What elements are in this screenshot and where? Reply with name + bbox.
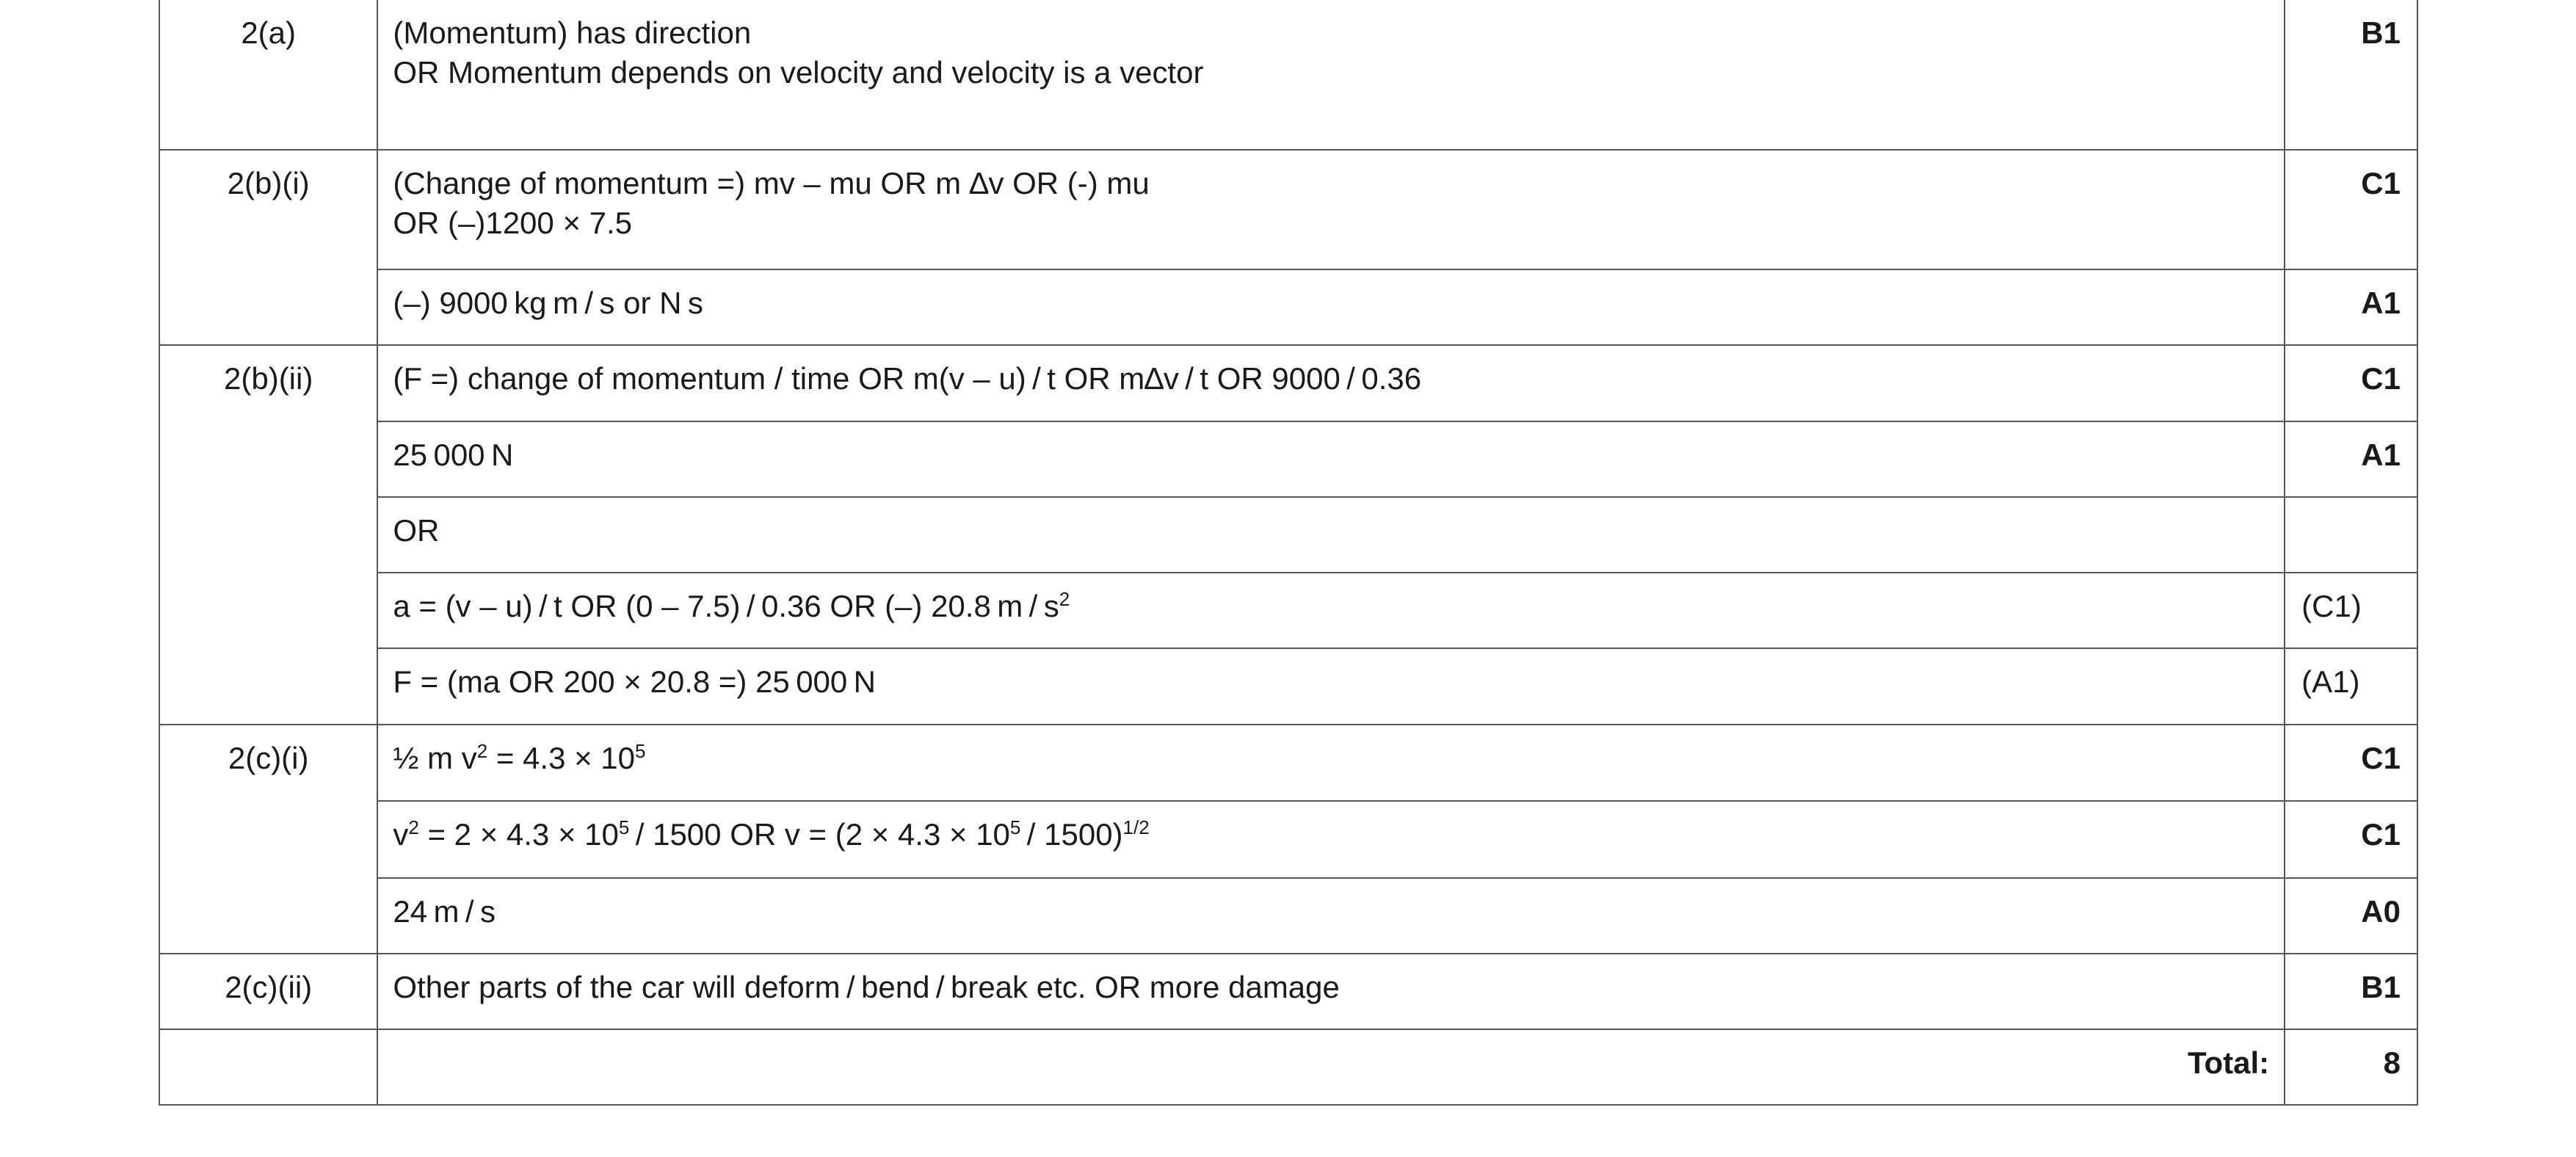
answer-cell xyxy=(377,725,2285,801)
answer-cell: Other parts of the car will deform / bend / break etc. OR more damage xyxy=(377,954,2285,1029)
superscript: 5 xyxy=(618,816,630,838)
mark-cell: A1 xyxy=(2285,269,2417,345)
table-row xyxy=(159,269,2417,345)
mark-cell: C1 xyxy=(2285,150,2417,269)
table-row xyxy=(159,0,2417,150)
answer-text: a = (v – u) / t OR (0 – 7.5) / 0.36 OR (–) 20.8 m / s xyxy=(393,589,1059,623)
table-row xyxy=(159,421,2417,497)
table-row xyxy=(159,801,2417,878)
superscript: 5 xyxy=(1009,816,1021,838)
mark-scheme-table xyxy=(159,0,2418,1106)
question-number: 2(c)(ii) xyxy=(159,954,377,1029)
superscript: 5 xyxy=(635,740,646,762)
answer-text: = 4.3 × 10 xyxy=(487,741,636,775)
table-row xyxy=(159,725,2417,801)
empty-cell xyxy=(159,1029,377,1105)
answer-text: / 1500) xyxy=(1020,817,1123,852)
answer-line: OR Momentum depends on velocity and velocity is a vector xyxy=(393,55,1204,90)
mark-cell: (A1) xyxy=(2285,648,2417,725)
answer-cell: 25 000 N xyxy=(377,421,2285,497)
answer-cell xyxy=(377,0,2285,150)
total-label: Total: xyxy=(377,1029,2285,1105)
question-number: 2(b)(i) xyxy=(159,150,377,345)
mark-cell: C1 xyxy=(2285,725,2417,801)
superscript: 2 xyxy=(1059,588,1070,610)
table-row xyxy=(159,954,2417,1029)
answer-cell xyxy=(377,150,2285,269)
answer-text: v xyxy=(393,817,409,852)
mark-cell: A0 xyxy=(2285,878,2417,954)
table-row xyxy=(159,497,2417,573)
mark-cell: (C1) xyxy=(2285,573,2417,648)
answer-cell: OR xyxy=(377,497,2285,573)
answer-cell xyxy=(377,573,2285,648)
answer-line: OR (–)1200 × 7.5 xyxy=(393,206,633,240)
mark-cell: C1 xyxy=(2285,801,2417,878)
answer-line: (Change of momentum =) mv – mu OR m ∆v OR (-) mu xyxy=(393,166,1150,200)
total-row xyxy=(159,1029,2417,1105)
mark-cell xyxy=(2285,497,2417,573)
superscript: 1/2 xyxy=(1122,816,1150,838)
mark-cell: B1 xyxy=(2285,954,2417,1029)
table-row xyxy=(159,878,2417,954)
answer-line: (Momentum) has direction xyxy=(393,15,752,50)
mark-cell: B1 xyxy=(2285,0,2417,150)
answer-cell: 24 m / s xyxy=(377,878,2285,954)
answer-text: = 2 × 4.3 × 10 xyxy=(418,817,619,852)
answer-cell: (–) 9000 kg m / s or N s xyxy=(377,269,2285,345)
answer-cell: (F =) change of momentum / time OR m(v – u) / t OR m∆v / t OR 9000 / 0.36 xyxy=(377,345,2285,421)
mark-cell: A1 xyxy=(2285,421,2417,497)
question-number: 2(a) xyxy=(159,0,377,150)
answer-text: / 1500 OR v = (2 × 4.3 × 10 xyxy=(629,817,1010,852)
answer-text: ½ m v xyxy=(393,741,477,775)
question-number: 2(b)(ii) xyxy=(159,345,377,725)
table-row xyxy=(159,648,2417,725)
table-row xyxy=(159,573,2417,648)
table-row xyxy=(159,345,2417,421)
total-value: 8 xyxy=(2285,1029,2417,1105)
question-number: 2(c)(i) xyxy=(159,725,377,954)
superscript: 2 xyxy=(476,740,488,762)
table-row xyxy=(159,150,2417,269)
answer-cell: F = (ma OR 200 × 20.8 =) 25 000 N xyxy=(377,648,2285,725)
answer-cell xyxy=(377,801,2285,878)
superscript: 2 xyxy=(408,816,419,838)
mark-cell: C1 xyxy=(2285,345,2417,421)
